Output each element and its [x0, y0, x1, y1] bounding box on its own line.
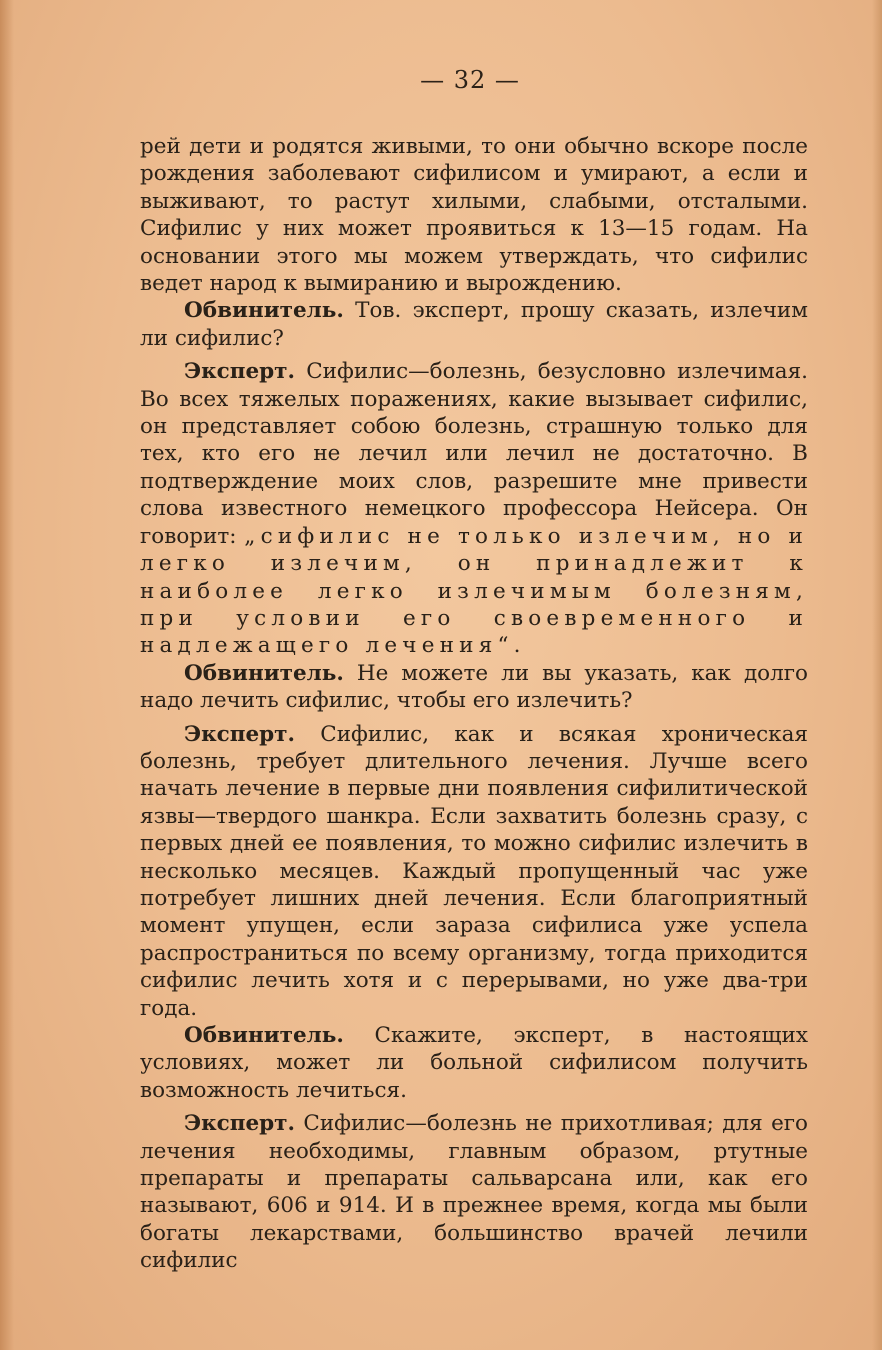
paragraph-text: Сифилис—болезнь, безусловно излечимая. Во всех тяжелых поражениях, какие вызывает сифилис, он представляет собою болезнь, страшную только для тех, кто его не лечил или лечил не достаточно. В подтверждение моих слов, разрешите мне привести слова известного немецкого профессора Нейсера. Он говорит:	[140, 359, 808, 549]
page-edge-shadow-left	[0, 0, 14, 1350]
paragraph-text: Сифилис, как и всякая хроническая болезнь, требует длительного лечения. Лучше всего начать лечение в первые дни появления сифилитической язвы—твердого шанкра. Если захватить болезнь сразу, с первых дней ее появления, то можно сифилис излечить в несколько месяцев. Каждый пропущенный час уже потребует лишних дней лечения. Если благоприятный момент упущен, если зараза сифилиса уже успела распространиться по всему организму, тогда приходится сифилис лечить хотя и с перерывами, но уже два-три года.	[140, 721, 808, 1021]
page-edge-shadow-right	[872, 0, 882, 1350]
speaker-label: Обвинитель.	[184, 298, 344, 324]
speaker-label: Эксперт.	[184, 359, 295, 385]
paragraph-text: Скажите, эксперт, в настоящих условиях, может ли больной сифилисом получить возможность лечиться.	[140, 1023, 808, 1103]
paragraph-expert-answer	[140, 721, 808, 1022]
paragraph-prosecutor-question	[140, 1022, 808, 1104]
speaker-label: Эксперт.	[184, 721, 295, 747]
spaced-quotation: „сифилис не только излечим, но и легко излечим, он принадлежит к наиболее легко излечимым болезням, при условии его своевременного и надлежащего лечения“.	[140, 523, 808, 659]
speaker-label: Эксперт.	[184, 1111, 295, 1137]
paragraph-text: Тов. эксперт, прошу сказать, излечим ли сифилис?	[140, 298, 808, 351]
paragraph-prosecutor-question	[140, 297, 808, 352]
paragraph-text: Не можете ли вы указать, как долго надо лечить сифилис, чтобы его излечить?	[140, 660, 808, 714]
speaker-label: Обвинитель.	[184, 1023, 344, 1048]
paragraph-expert-answer	[140, 1110, 808, 1274]
paragraph-text: Сифилис—болезнь не прихотливая; для его лечения необходимы, главным образом, ртутные препараты и препараты сальварсана или, как его называют, 606 и 914. И в прежнее время, когда мы были богаты лекарствами, большинство врачей лечили сифилис	[140, 1111, 808, 1274]
paragraph-prosecutor-question	[140, 660, 808, 715]
paragraph-continuation	[140, 133, 808, 297]
speaker-label: Обвинитель.	[184, 660, 344, 686]
paragraph-expert-answer	[140, 358, 808, 659]
body-text	[140, 133, 808, 1275]
page-number: — 32 —	[420, 66, 520, 94]
paragraph-text: рей дети и родятся живыми, то они обычно вскоре после рождения заболевают сифилисом и умирают, а если и выживают, то растут хилыми, слабыми, отсталыми. Сифилис у них может проявиться к 13—15 годам. На основании этого мы можем утверждать, что сифилис ведет народ к вымиранию и вырождению.	[140, 134, 808, 297]
